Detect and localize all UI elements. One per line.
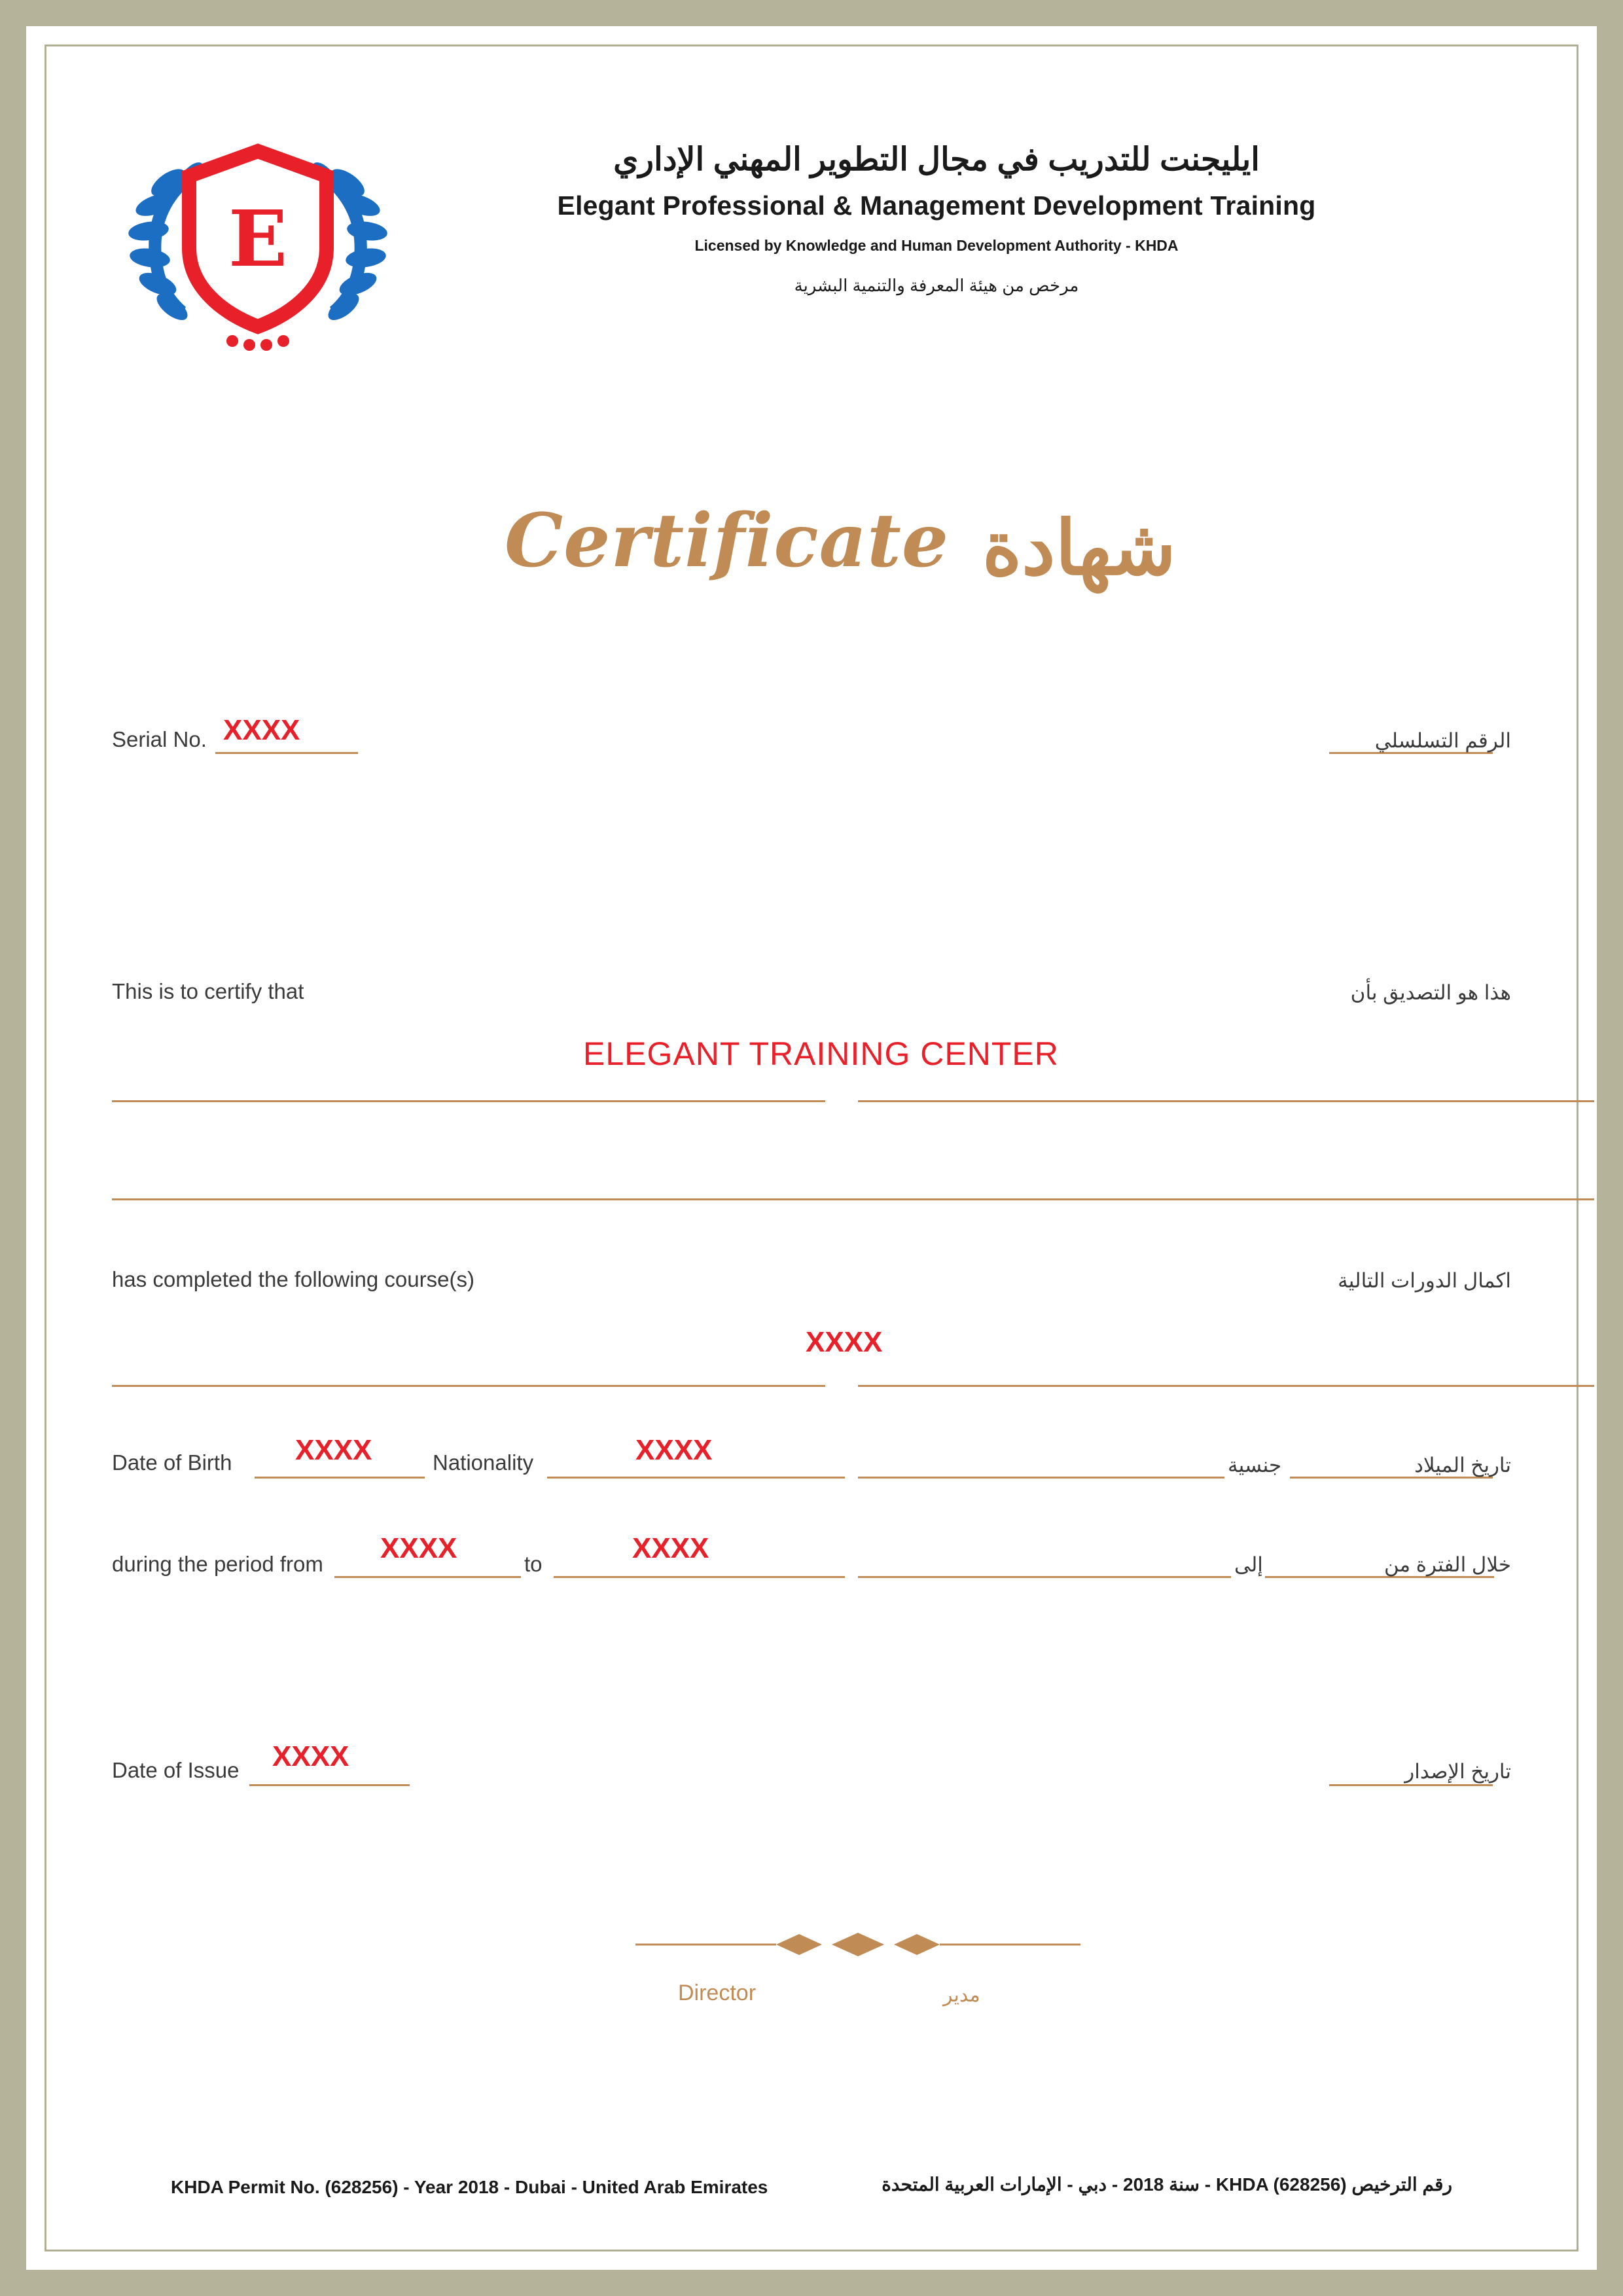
certify-rule-right-1 (858, 1100, 1594, 1102)
org-name-arabic: ايليجنت للتدريب في مجال التطوير المهني الإداري (613, 142, 1260, 177)
nationality-value: XXXX (635, 1434, 713, 1466)
page-title-arabic: شهادة (982, 507, 1176, 590)
serial-rule (215, 752, 358, 754)
nationality-label: Nationality (433, 1450, 534, 1475)
org-name-english: Elegant Professional & Management Development Training (557, 190, 1316, 221)
nationality-rule-arabic (858, 1477, 1224, 1479)
footer-permit-arabic: رقم الترخيص KHDA (628256) - سنة 2018 - دبي - الإمارات العربية المتحدة (882, 2174, 1452, 2195)
issue-value: XXXX (272, 1740, 349, 1772)
page-border (45, 45, 1578, 2251)
director-label-arabic: مدير (943, 1984, 980, 2006)
course-value: XXXX (806, 1326, 883, 1358)
dob-value: XXXX (295, 1434, 372, 1466)
certificate-content (46, 46, 1577, 2250)
issue-label-arabic: تاريخ الإصدار (1404, 1760, 1511, 1783)
course-rule-right (858, 1385, 1594, 1387)
license-line-arabic: مرخص من هيئة المعرفة والتنمية البشرية (794, 276, 1079, 296)
period-label: during the period from (112, 1552, 323, 1576)
organization-logo (117, 125, 399, 361)
period-from-value: XXXX (380, 1532, 457, 1564)
period-to-label: to (524, 1552, 543, 1576)
header-block (413, 138, 1460, 296)
certify-rule-2 (112, 1198, 1594, 1200)
period-to-rule (554, 1576, 845, 1578)
issue-rule (249, 1784, 410, 1786)
period-to-value: XXXX (632, 1532, 709, 1564)
certify-label: This is to certify that (112, 979, 304, 1003)
svg-text:E: E (228, 193, 287, 284)
issue-label: Date of Issue (112, 1758, 240, 1782)
course-label-arabic: اكمال الدورات التالية (1338, 1269, 1511, 1292)
recipient-name-value: ELEGANT TRAINING CENTER (583, 1035, 1059, 1072)
period-from-rule (334, 1576, 521, 1578)
serial-label: Serial No. (112, 727, 207, 751)
course-label: has completed the following course(s) (112, 1267, 474, 1291)
period-rule-arabic-1 (858, 1576, 1231, 1578)
page-margin (26, 26, 1597, 2270)
dob-rule (255, 1477, 425, 1479)
period-to-label-arabic: إلى (1234, 1553, 1263, 1576)
period-label-arabic: خلال الفترة من (1383, 1553, 1511, 1576)
nationality-rule (547, 1477, 845, 1479)
course-rule-left (112, 1385, 825, 1387)
divider-ornament (635, 1931, 1080, 1958)
director-label: Director (678, 1981, 757, 2005)
license-line-english: Licensed by Knowledge and Human Development Authority - KHDA (694, 237, 1179, 255)
footer-permit-english: KHDA Permit No. (628256) - Year 2018 - Dubai - United Arab Emirates (171, 2177, 768, 2197)
dob-label-arabic: تاريخ الميلاد (1414, 1454, 1511, 1477)
dob-label: Date of Birth (112, 1450, 232, 1475)
serial-label-arabic: الرقم التسلسلي (1374, 729, 1511, 752)
certify-label-arabic: هذا هو التصديق بأن (1350, 981, 1511, 1004)
nationality-label-arabic: جنسية (1228, 1454, 1282, 1477)
serial-value: XXXX (223, 714, 300, 746)
certify-rule-left-1 (112, 1100, 825, 1102)
issue-rule-arabic (1329, 1784, 1493, 1786)
page-title: Certificate (505, 498, 950, 584)
